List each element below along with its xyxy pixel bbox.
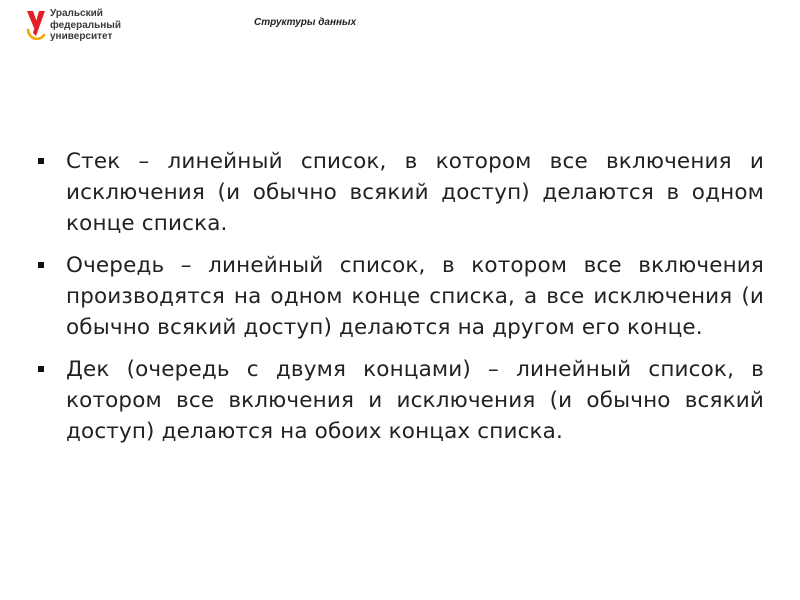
square-bullet-icon xyxy=(38,158,44,164)
square-bullet-icon xyxy=(38,262,44,268)
list-item xyxy=(38,354,764,447)
slide-header-title: Структуры данных xyxy=(254,17,357,28)
logo-text xyxy=(50,8,121,43)
square-bullet-icon xyxy=(38,366,44,372)
logo-line-1: Уральский xyxy=(50,8,103,19)
list-item-text: Очередь – линейный список, в котором все включения производятся на одном конце списка, а все исключения (и обычно всякий доступ) делаются на другом его конце. xyxy=(66,253,764,340)
list-item xyxy=(38,146,764,239)
logo-line-2: федеральный xyxy=(50,19,121,31)
list-item-text: Стек – линейный список, в котором все включения и исключения (и обычно всякий доступ) делаются в одном конце списка. xyxy=(66,149,764,236)
urfu-logo-icon xyxy=(26,10,46,42)
bullet-list xyxy=(38,146,764,447)
list-item-text: Дек (очередь с двумя концами) – линейный список, в котором все включения и исключения (и обычно всякий доступ) делаются на обоих концах списка. xyxy=(66,357,764,444)
university-logo xyxy=(26,8,136,44)
list-item xyxy=(38,250,764,343)
logo-line-3: университет xyxy=(50,31,113,42)
slide-content xyxy=(38,146,764,458)
